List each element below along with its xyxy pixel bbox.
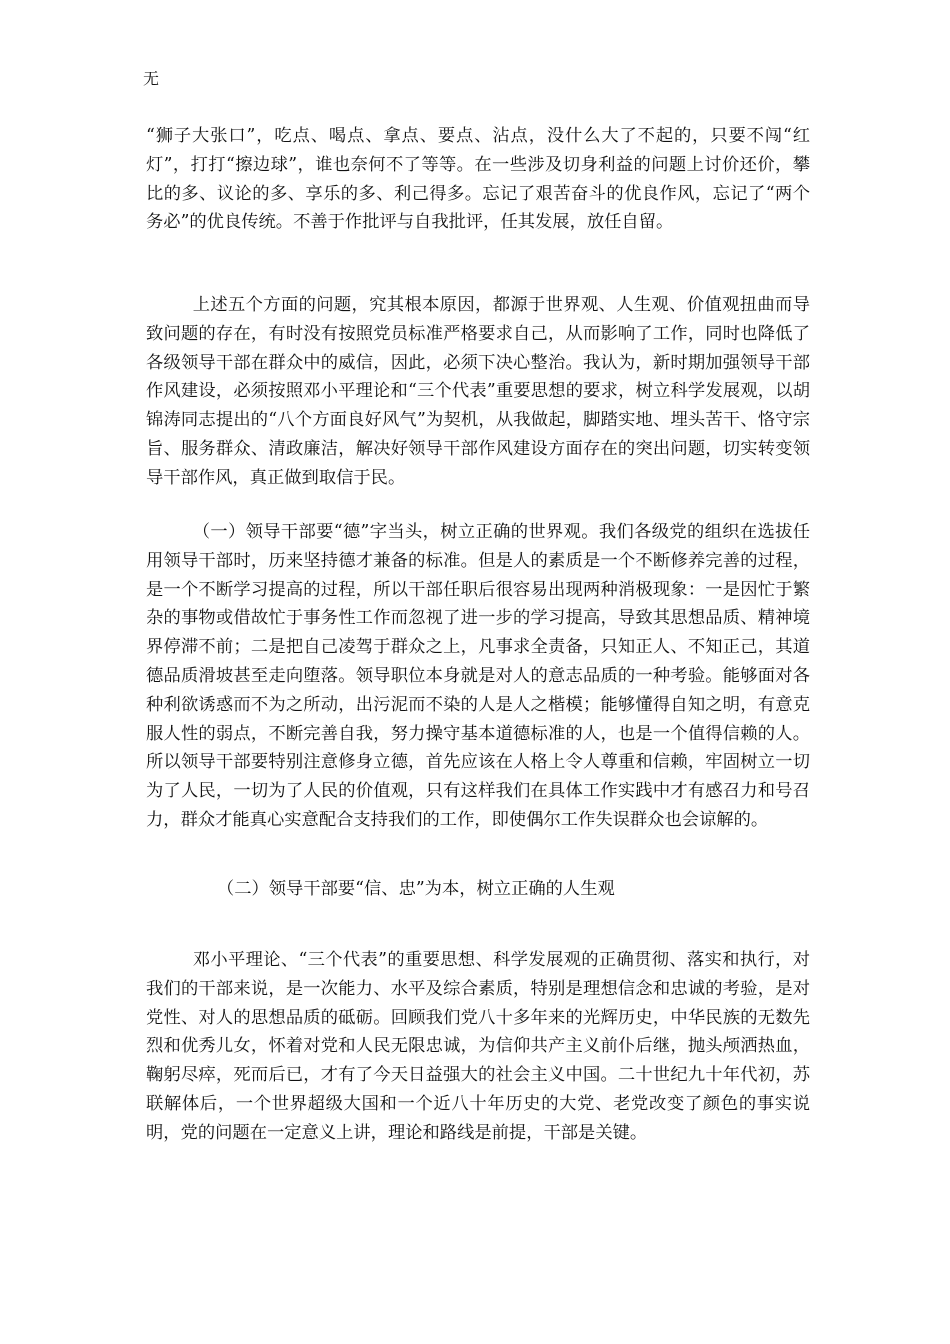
paragraph-3: （一）领导干部要“德”字当头，树立正确的世界观。我们各级党的组织在选拔任用领导干部时，历来坚持德才兼备的标准。但是人的素质是一个不断修养完善的过程，是一个不断学习提高的过程，所以干部任职后很容易出现两种消极现象：一是因忙于繁杂的事物或借故忙于事务性工作而忽视了进一步的学习提高，导致其思想品质、精神境界停滞不前；二是把自己凌驾于群众之上，凡事求全责备，只知正人、不知正己，其道德品质滑坡甚至走向堕落。领导职位本身就是对人的意志品质的一种考验。能够面对各种利欲诱惑而不为之所动，出污泥而不染的人是人之楷模；能够懂得自知之明，有意克服人性的弱点，不断完善自我，努力操守基本道德标准的人，也是一个值得信赖的人。所以领导干部要特别注意修身立德，首先应该在人格上令人尊重和信赖，牢固树立一切为了人民，一切为了人民的价值观，只有这样我们在具体工作实践中才有感召力和号召力，群众才能真心实意配合支持我们的工作，即使偶尔工作失误群众也会谅解的。 bbox=[146, 522, 810, 830]
paragraph-1: “狮子大张口”，吃点、喝点、拿点、要点、沾点，没什么大了不起的，只要不闯“红灯”，打打“擦边球”，谁也奈何不了等等。在一些涉及切身利益的问题上讨价还价，攀比的多、议论的多、享乐的多、利己得多。忘记了艰苦奋斗的优良作风，忘记了“两个务必”的优良传统。不善于作批评与自我批评，任其发展，放任自留。 bbox=[146, 126, 810, 233]
paragraph-5: 邓小平理论、“三个代表”的重要思想、科学发展观的正确贯彻、落实和执行，对我们的干部来说，是一次能力、水平及综合素质，特别是理想信念和忠诚的考验，是对党性、对人的思想品质的砥砺。回顾我们党八十多年来的光辉历史，中华民族的无数先烈和优秀儿女，怀着对党和人民无限忠诚，为信仰共产主义前仆后继，抛头颅洒热血，鞠躬尽瘁，死而后已，才有了今天日益强大的社会主义中国。二十世纪九十年代初，苏联解体后，一个世界超级大国和一个近八十年历史的大党、老党改变了颜色的事实说明，党的问题在一定意义上讲，理论和路线是前提，干部是关键。 bbox=[146, 950, 810, 1143]
paragraph-2: 上述五个方面的问题，究其根本原因，都源于世界观、人生观、价值观扭曲而导致问题的存在，有时没有按照党员标准严格要求自己，从而影响了工作，同时也降低了各级领导干部在群众中的威信，因此，必须下决心整治。我认为，新时期加强领导干部作风建设，必须按照邓小平理论和“三个代表”重要思想的要求，树立科学发展观，以胡锦涛同志提出的“八个方面良好风气”为契机，从我做起，脚踏实地、埋头苦干、恪守宗旨、服务群众、清政廉洁，解决好领导干部作风建设方面存在的突出问题，切实转变领导干部作风，真正做到取信于民。 bbox=[146, 295, 810, 488]
page-header: 无 bbox=[143, 69, 160, 88]
section-heading-2: （二）领导干部要“信、忠”为本，树立正确的人生观 bbox=[216, 879, 615, 899]
